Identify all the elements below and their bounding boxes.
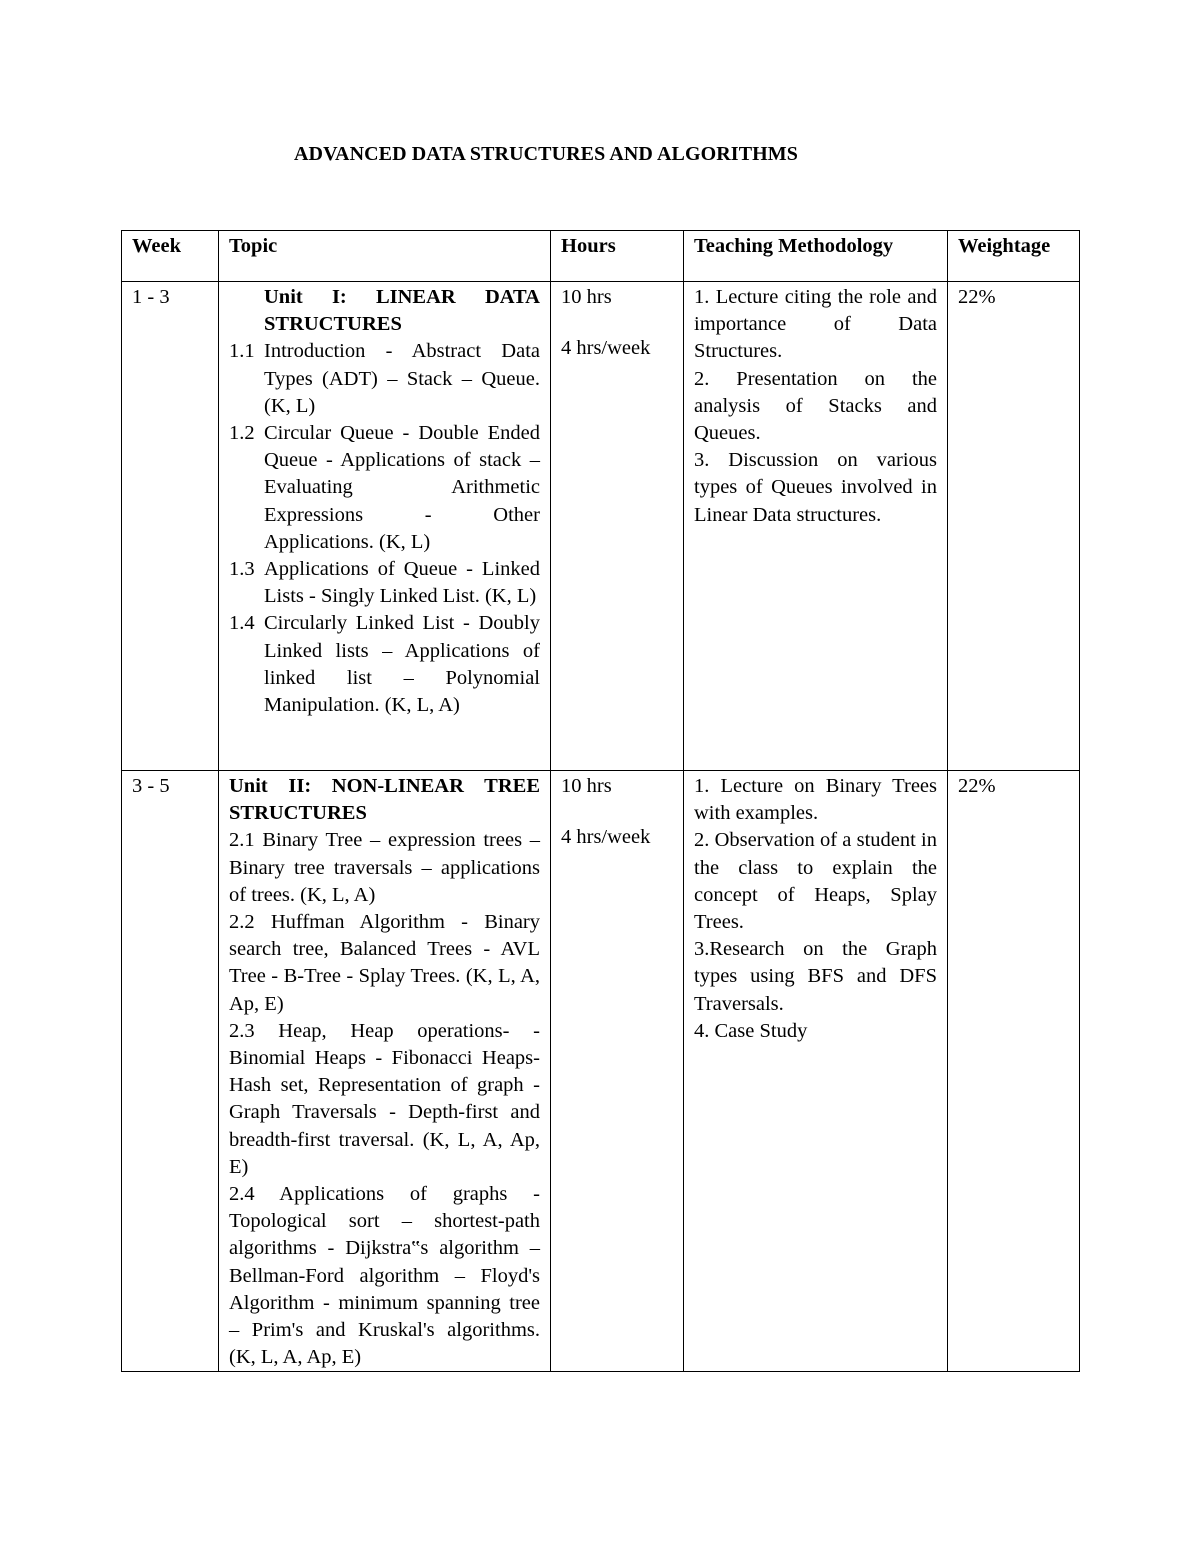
header-weightage: Weightage: [948, 231, 1080, 282]
topic-text: Huffman Algorithm - Binary search tree, Balanced Trees - AVL Tree - B-Tree - Splay Trees. (K, L, A, Ap, E): [229, 911, 540, 1015]
methodology-item: 3.Research on the Graph types using BFS and DFS Traversals.: [694, 938, 937, 1015]
topic-number: 1.3: [229, 558, 255, 581]
table-row: [122, 282, 1080, 771]
topic-cell: [219, 282, 551, 771]
topic-text: Applications of graphs - Topological sort – shortest-path algorithms - Dijkstra‟s algorithm – Bellman-Ford algorithm – Floyd's Algorithm - minimum spanning tree – Prim's and Kruskal's algorithms. (K, L, A, Ap, E): [229, 1183, 540, 1369]
week-cell: 3 - 5: [122, 771, 219, 1372]
topic-text: Applications of Queue - Linked Lists - Singly Linked List. (K, L): [264, 558, 540, 608]
weightage-cell: 22%: [948, 282, 1080, 771]
topic-item: [229, 1181, 540, 1371]
topic-number: 2.4: [229, 1183, 255, 1206]
topic-number: 1.2: [229, 422, 255, 445]
methodology-cell: [684, 771, 948, 1372]
topic-item: [229, 338, 540, 420]
topic-number: 1.1: [229, 340, 255, 363]
hours-total: 10 hrs: [561, 775, 612, 797]
topic-number: 2.3: [229, 1019, 255, 1042]
hours-per-week: 4 hrs/week: [561, 337, 651, 360]
header-hours: Hours: [551, 231, 684, 282]
hours-per-week: 4 hrs/week: [561, 826, 651, 849]
topic-item: [229, 1018, 540, 1181]
topic-text: Introduction - Abstract Data Types (ADT) – Stack – Queue. (K, L): [264, 340, 540, 417]
table-row: [122, 771, 1080, 1372]
topic-item: [229, 909, 540, 1018]
header-week: Week: [122, 231, 219, 282]
week-cell: 1 - 3: [122, 282, 219, 771]
topic-item: [229, 827, 540, 909]
topic-number: 2.1: [229, 829, 255, 852]
methodology-item: 1. Lecture on Binary Trees with examples.: [694, 775, 937, 825]
header-methodology: Teaching Methodology: [684, 231, 948, 282]
topic-cell: [219, 771, 551, 1372]
unit-title: Unit I: LINEAR DATA STRUCTURES: [264, 286, 540, 336]
topic-number: 1.4: [229, 612, 255, 635]
topic-number: 2.2: [229, 911, 255, 934]
header-topic: Topic: [219, 231, 551, 282]
methodology-item: 3. Discussion on various types of Queues involved in Linear Data structures.: [694, 449, 937, 526]
topic-item: [229, 556, 540, 610]
topic-text: Heap, Heap operations- - Binomial Heaps - Fibonacci Heaps- Hash set, Representation of graph - Graph Traversals - Depth-first and breadth-first traversal. (K, L, A, Ap, E): [229, 1019, 540, 1178]
topic-text: Circularly Linked List - Doubly Linked lists – Applications of linked list – Polynomial Manipulation. (K, L, A): [264, 612, 540, 717]
topic-text: Binary Tree – expression trees – Binary tree traversals – applications of trees. (K, L, A): [229, 829, 541, 906]
topic-item: [229, 610, 540, 719]
header-row: [122, 231, 1080, 282]
hours-cell: [551, 771, 684, 1372]
unit-title: Unit II: NON-LINEAR TREE STRUCTURES: [229, 775, 540, 825]
hours-cell: [551, 282, 684, 771]
hours-total: 10 hrs: [561, 286, 612, 308]
methodology-item: 4. Case Study: [694, 1019, 808, 1042]
syllabus-table: [121, 230, 1080, 1372]
methodology-item: 2. Presentation on the analysis of Stacks and Queues.: [694, 367, 937, 445]
methodology-cell: [684, 282, 948, 771]
methodology-item: 1. Lecture citing the role and importance of Data Structures.: [694, 286, 937, 363]
topic-item: [229, 420, 540, 556]
topic-text: Circular Queue - Double Ended Queue - Applications of stack – Evaluating Arithmetic Expressions - Other Applications. (K, L): [264, 422, 540, 553]
methodology-item: 2. Observation of a student in the class to explain the concept of Heaps, Splay Trees.: [694, 829, 937, 934]
page-title: ADVANCED DATA STRUCTURES AND ALGORITHMS: [294, 143, 798, 165]
weightage-cell: 22%: [948, 771, 1080, 1372]
